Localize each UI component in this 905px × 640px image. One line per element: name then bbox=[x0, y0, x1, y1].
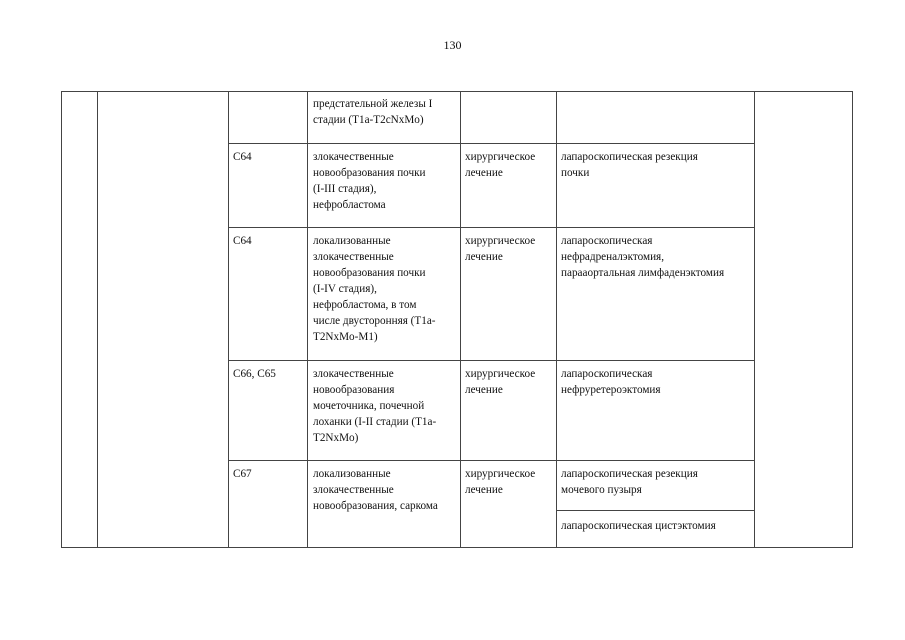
table-cell-method: лапароскопическая нефрадреналэктомия, парааортальная лимфаденэктомия bbox=[561, 235, 725, 279]
table-cell-treatment: хирургическое лечение bbox=[465, 368, 536, 396]
table-cell-code: C64 bbox=[233, 151, 252, 163]
table-cell-method: лапароскопическая резекция мочевого пузыря bbox=[561, 468, 698, 496]
table-cell-diagnosis: злокачественные новообразования мочеточника, почечной лоханки (I-II стадии (T1a- T2NxMo) bbox=[313, 368, 437, 444]
table-cell-code: C66, C65 bbox=[233, 368, 276, 380]
table-cell-code: C67 bbox=[233, 468, 252, 480]
table-cell-diagnosis: локализованные злокачественные новообразования, саркома bbox=[313, 468, 438, 512]
row-divider bbox=[556, 510, 755, 511]
table-cell-diagnosis: локализованные злокачественные новообразования почки (I-IV стадия), нефробластома, в том числе двусторонняя (T1a- T2NxMo-M1) bbox=[313, 235, 436, 343]
column-divider bbox=[754, 91, 755, 548]
table-cell-method: лапароскопическая резекция почки bbox=[561, 151, 698, 179]
row-divider bbox=[228, 227, 755, 228]
table-cell-treatment: хирургическое лечение bbox=[465, 235, 536, 263]
column-divider bbox=[97, 91, 98, 548]
row-divider bbox=[228, 360, 755, 361]
column-divider bbox=[228, 91, 229, 548]
row-divider bbox=[228, 143, 755, 144]
table-cell-code: C64 bbox=[233, 235, 252, 247]
table-cell-diagnosis: предстательной железы I стадии (T1a-T2cNxMo) bbox=[313, 98, 433, 126]
column-divider bbox=[556, 91, 557, 548]
table-cell-diagnosis: злокачественные новообразования почки (I-III стадия), нефробластома bbox=[313, 151, 426, 211]
table-cell-treatment: хирургическое лечение bbox=[465, 151, 536, 179]
table-cell-treatment: хирургическое лечение bbox=[465, 468, 536, 496]
table-cell-method-extra: лапароскопическая цистэктомия bbox=[561, 520, 716, 532]
page-number: 130 bbox=[443, 38, 462, 52]
table-cell-method: лапароскопическая нефруретероэктомия bbox=[561, 368, 661, 396]
column-divider bbox=[307, 91, 308, 548]
row-divider bbox=[228, 460, 755, 461]
column-divider bbox=[460, 91, 461, 548]
